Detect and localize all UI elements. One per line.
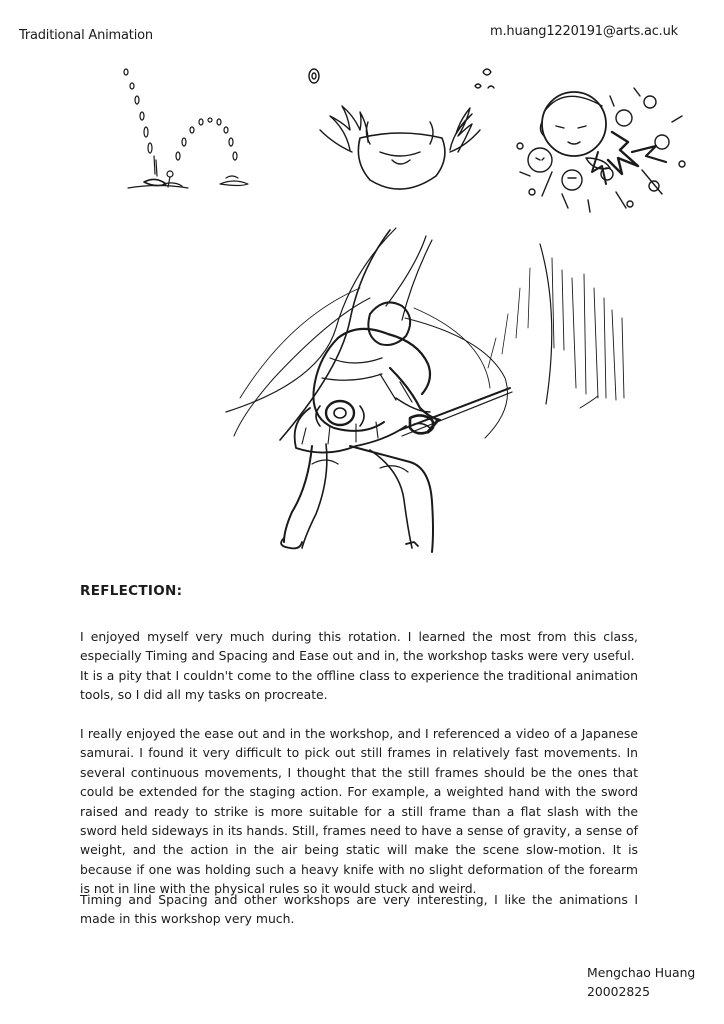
signature-block [587, 963, 695, 1001]
student-id: 20002825 [587, 984, 651, 999]
reflection-paragraph-4: Timing and Spacing and other workshops are very interesting, I like the animations I made in this workshop very much. [80, 892, 638, 927]
author-name: Mengchao Huang [587, 965, 696, 980]
course-title: Traditional Animation [19, 28, 153, 43]
reflection-paragraph-3: I really enjoyed the ease out and in the workshop, and I referenced a video of a Japanese samurai. I found it very difficult to pick out still frames in relatively fast movements. In several continuous movements, I thought that the still frames should be the ones that could be extended for the staging action. For example, a weighted hand with the sword raised and ready to strike is more suitable for a still frame than a flat slash with the sword held sideways in its hands. Still, frames need to have a sense of gravity, a sense of weight, and the action in the air being static will make the scene slow-motion. It is because if one was holding such a heavy knife with no slight deformation of the forearm is not in line with the physical rules so it would stuck and weird. [80, 726, 638, 897]
splash-impact-sketch [300, 60, 510, 205]
bouncing-droplets-sketch [118, 60, 268, 200]
character-explosion-sketch [512, 82, 687, 217]
reflection-paragraph-2: It is a pity that I couldn't come to the offline class to experience the traditional animation tools, so I did all my tasks on procreate. [80, 668, 638, 703]
author-email: m.huang1220191@arts.ac.uk [490, 24, 678, 39]
reflection-heading: REFLECTION: [80, 583, 183, 599]
samurai-sword-pose-sketch [200, 218, 630, 563]
reflection-paragraph-1: I enjoyed myself very much during this rotation. I learned the most from this class, especially Timing and Spacing and Ease out and in, the workshop tasks were very useful. [80, 629, 638, 664]
